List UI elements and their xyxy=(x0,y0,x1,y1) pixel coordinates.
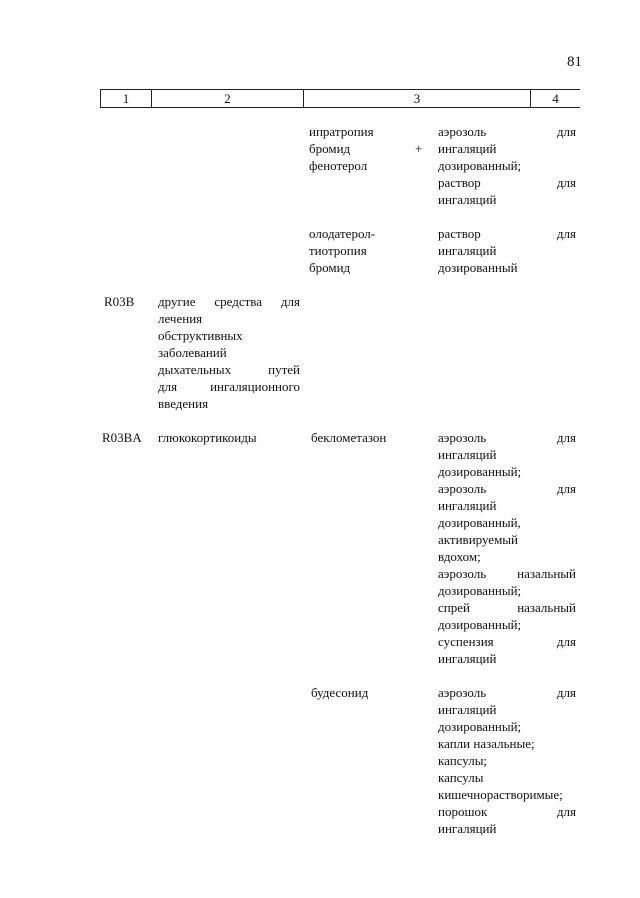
table-header-row xyxy=(100,89,580,108)
header-cell-4: 4 xyxy=(552,91,559,106)
combination-plus: + xyxy=(415,141,423,156)
row2-substance xyxy=(309,225,419,276)
text-line: ингаляций xyxy=(438,192,497,207)
text-line: тиотропия xyxy=(309,243,367,258)
row4-atc-code: R03BA xyxy=(102,430,142,445)
text-line: аэрозоль для xyxy=(438,685,576,700)
text-line: раствор для xyxy=(438,175,576,190)
text-line: ингаляций xyxy=(438,141,497,156)
text-line: дозированный; xyxy=(438,617,522,632)
row4-dosage-forms xyxy=(438,429,576,667)
text-line: ингаляций xyxy=(438,243,497,258)
text-line: бромид xyxy=(309,141,351,156)
row1-dosage-forms xyxy=(438,123,576,208)
text-line: активируемый xyxy=(438,532,518,547)
text-line: другие средства для xyxy=(158,294,300,309)
text-line: ингаляций xyxy=(438,821,497,836)
text-line: олодатерол- xyxy=(309,226,376,241)
text-line: капли назальные; xyxy=(438,736,535,751)
text-line: капсулы; xyxy=(438,753,488,768)
text-line: аэрозоль для xyxy=(438,481,576,496)
text-line: аэрозоль назальный xyxy=(438,566,576,581)
text-line: суспензия для xyxy=(438,634,576,649)
page-number: 81 xyxy=(567,54,582,70)
row5-dosage-forms xyxy=(438,684,576,837)
header-cell-2: 2 xyxy=(152,90,304,107)
text-line: введения xyxy=(158,396,209,411)
text-line: для ингаляционного xyxy=(158,379,300,394)
text-line: бромид xyxy=(309,260,351,275)
header-cell-1: 1 xyxy=(101,90,152,107)
text-line: кишечнорастворимые; xyxy=(438,787,563,802)
text-line: дозированный; xyxy=(438,158,522,173)
text-line: дозированный; xyxy=(438,464,522,479)
row4-group-name: глюкокортикоиды xyxy=(158,430,257,445)
text-line: ингаляций xyxy=(438,702,497,717)
text-line: капсулы xyxy=(438,770,484,785)
row5-substance: будесонид xyxy=(311,685,369,700)
text-line: спрей назальный xyxy=(438,600,576,615)
text-line: аэрозоль для xyxy=(438,430,576,445)
text-line: ингаляций xyxy=(438,498,497,513)
text-line: ингаляций xyxy=(438,447,497,462)
text-line: порошок для xyxy=(438,804,576,819)
row3-atc-code: R03B xyxy=(104,294,135,309)
row1-substance xyxy=(309,123,419,174)
text-line: вдохом; xyxy=(438,549,481,564)
text-line: лечения xyxy=(158,311,203,326)
text-line: фенотерол xyxy=(309,158,368,173)
text-line: обструктивных xyxy=(158,328,243,343)
text-line: раствор для xyxy=(438,226,576,241)
text-line: ипратропия xyxy=(309,124,374,139)
row3-group-name xyxy=(158,293,300,412)
text-line: дозированный xyxy=(438,260,518,275)
row2-dosage-forms xyxy=(438,225,576,276)
text-line: аэрозоль для xyxy=(438,124,576,139)
text-line: заболеваний xyxy=(158,345,227,360)
header-cell-3: 3 xyxy=(304,90,531,107)
text-line: дозированный, xyxy=(438,515,521,530)
text-line: ингаляций xyxy=(438,651,497,666)
text-line: дозированный; xyxy=(438,719,522,734)
text-line: дыхательных путей xyxy=(158,362,300,377)
text-line: дозированный; xyxy=(438,583,522,598)
row4-substance: беклометазон xyxy=(311,430,387,445)
